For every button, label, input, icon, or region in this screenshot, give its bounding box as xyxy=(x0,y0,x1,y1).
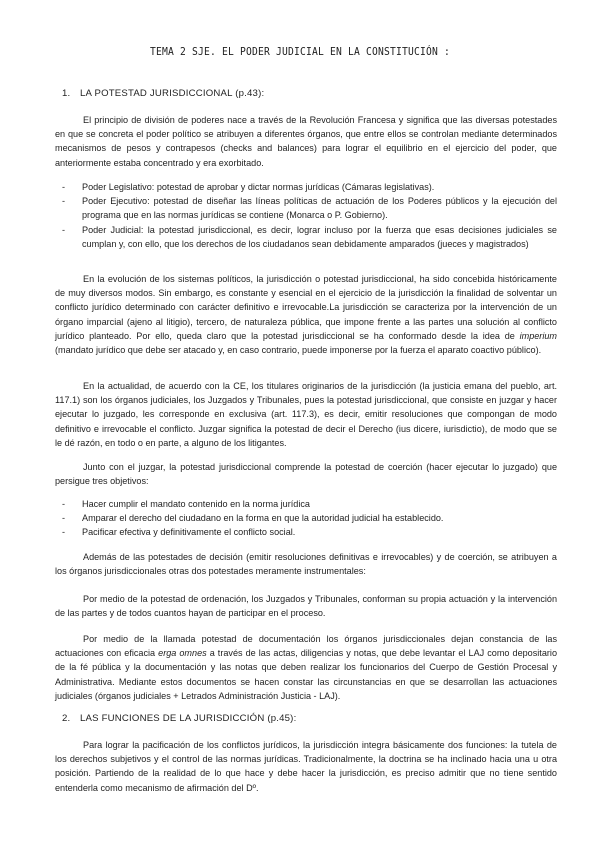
paragraph-documentacion xyxy=(55,632,557,703)
section-number: 2. xyxy=(62,713,71,724)
list-item: - Pacificar efectiva y definitivamente el conflicto social. xyxy=(62,525,557,539)
list-item: - Poder Judicial: la potestad jurisdiccional, es decir, lograr incluso por la fuerza que esas decisiones judiciales se cumplan y, con ello, que los derechos de los ciudadanos sean debidamente amparados (jueces y magistrados) xyxy=(62,223,557,251)
section-heading-1 xyxy=(62,88,264,99)
list-item: - Poder Ejecutivo: potestad de diseñar las líneas políticas de actuación de los Poderes públicos y la ejecución del programa que en las normas jurídicas se contiene (Monarca o P. Gobierno). xyxy=(62,194,557,222)
paragraph-coercion: Junto con el juzgar, la potestad jurisdiccional comprende la potestad de coerción (hacer ejecutar lo juzgado) que persigue tres objetivos: xyxy=(55,462,557,487)
text-run: (mandato jurídico que debe ser atacado y, en caso contrario, puede imponerse por la fuerza el aparato coactivo público). xyxy=(55,345,542,356)
text-run: Por medio de la llamada potestad de documentación los órganos jurisdiccionales dejan constancia de las actuaciones con eficacia xyxy=(55,634,557,659)
section-title: LAS FUNCIONES DE LA JURISDICCIÓN (p.45): xyxy=(80,713,297,724)
list-item: - Amparar el derecho del ciudadano en la forma en que la autoridad judicial ha establecido. xyxy=(62,511,557,525)
text-run: a través de las actas, diligencias y notas, que debe levantar el LAJ como depositario de la fé pública y la documentación y las notas que deben realizar los funcionarios del Cuerpo de Gestión Procesal y Administrativa. Mediante estos documentos se hacen constar las circunstancias en que se desarrollan las actuaciones judiciales (órganos judiciales + Letrados Administración Justicia - LAJ). xyxy=(55,648,558,701)
paragraph-ordenacion: Por medio de la potestad de ordenación, los Juzgados y Tribunales, conforman su propia actuación y la intervención de las partes y de todos cuantos hayan de participar en el proceso. xyxy=(55,594,557,619)
section-title: LA POTESTAD JURISDICCIONAL (p.43): xyxy=(80,88,265,99)
powers-list xyxy=(62,180,557,251)
page-title: TEMA 2 SJE. EL PODER JUDICIAL EN LA CONSTITUCIÓN : xyxy=(149,46,450,58)
emphasis: imperium xyxy=(519,330,557,341)
list-item: - Hacer cumplir el mandato contenido en la norma jurídica xyxy=(62,497,557,511)
paragraph-evolucion xyxy=(55,272,557,357)
paragraph-instrumentales: Además de las potestades de decisión (emitir resoluciones definitivas e irrevocables) y de coerción, se atribuyen a los órganos jurisdiccionales otras dos potestades meramente instrumentales: xyxy=(55,552,557,577)
list-item: - Poder Legislativo: potestad de aprobar y dictar normas jurídicas (Cámaras legislativas). xyxy=(62,180,557,194)
paragraph-actualidad: En la actualidad, de acuerdo con la CE, los titulares originarios de la jurisdicción (la justicia emana del pueblo, art. 117.1) son los órganos judiciales, los Juzgados y Tribunales, pues la potestad jurisdiccional, que consiste en juzgar y hacer ejecutar lo juzgado, les corresponde en exclusiva (art. 117.3), es decir, emitir resoluciones que compongan de modo definitivo e irrevocable el conflicto. Juzgar significa la potestad de decir el Derecho (ius dicere, iurisdictio), de modo que se le dé razón, en todo o en parte, a alguno de los litigantes. xyxy=(55,381,557,448)
paragraph-division-poderes: El principio de división de poderes nace a través de la Revolución Francesa y significa que las diversas potestades en que se concreta el poder político se atribuyen a diferentes órganos, que entre ellos se controlan mediante determinados mecanismos de pesos y contrapesos (checks and balances) para lograr el equilibrio en el ejercicio del poder, que anteriormente estaba concentrado y era exorbitado. xyxy=(55,115,557,168)
emphasis: erga omnes xyxy=(158,648,207,659)
section-heading-2 xyxy=(62,713,296,724)
section-number: 1. xyxy=(62,88,71,99)
objectives-list xyxy=(62,497,557,540)
text-run: En la evolución de los sistemas políticos, la jurisdicción o potestad jurisdiccional, ha sido concebida históricamente de muy diversos modos. Sin embargo, es constante y esencial en el ejercicio de la jurisdicción la finalidad de solventar un conflicto jurídico determinado con carácter definitivo e irrevocable.La jurisdicción se caracteriza por la intervención de un órgano imparcial (ajeno al litigio), tercero, de naturaleza pública, que impone frente a las partes una solución al conflicto jurídico planteado. Por ello, queda claro que la potestad jurisdiccional se ha conformado desde la idea de xyxy=(55,274,557,341)
paragraph-funciones: Para lograr la pacificación de los conflictos jurídicos, la jurisdicción integra básicamente dos funciones: la tutela de los derechos subjetivos y el control de las normas jurídicas. Tradicionalmente, la doctrina se ha inclinado hacia una u otra posición. Partiendo de la realidad de lo que hace y debe hacer la jurisdicción, es preciso admitir que no tiene sentido entenderla como mecanismo de afirmación del Dº. xyxy=(55,740,557,793)
